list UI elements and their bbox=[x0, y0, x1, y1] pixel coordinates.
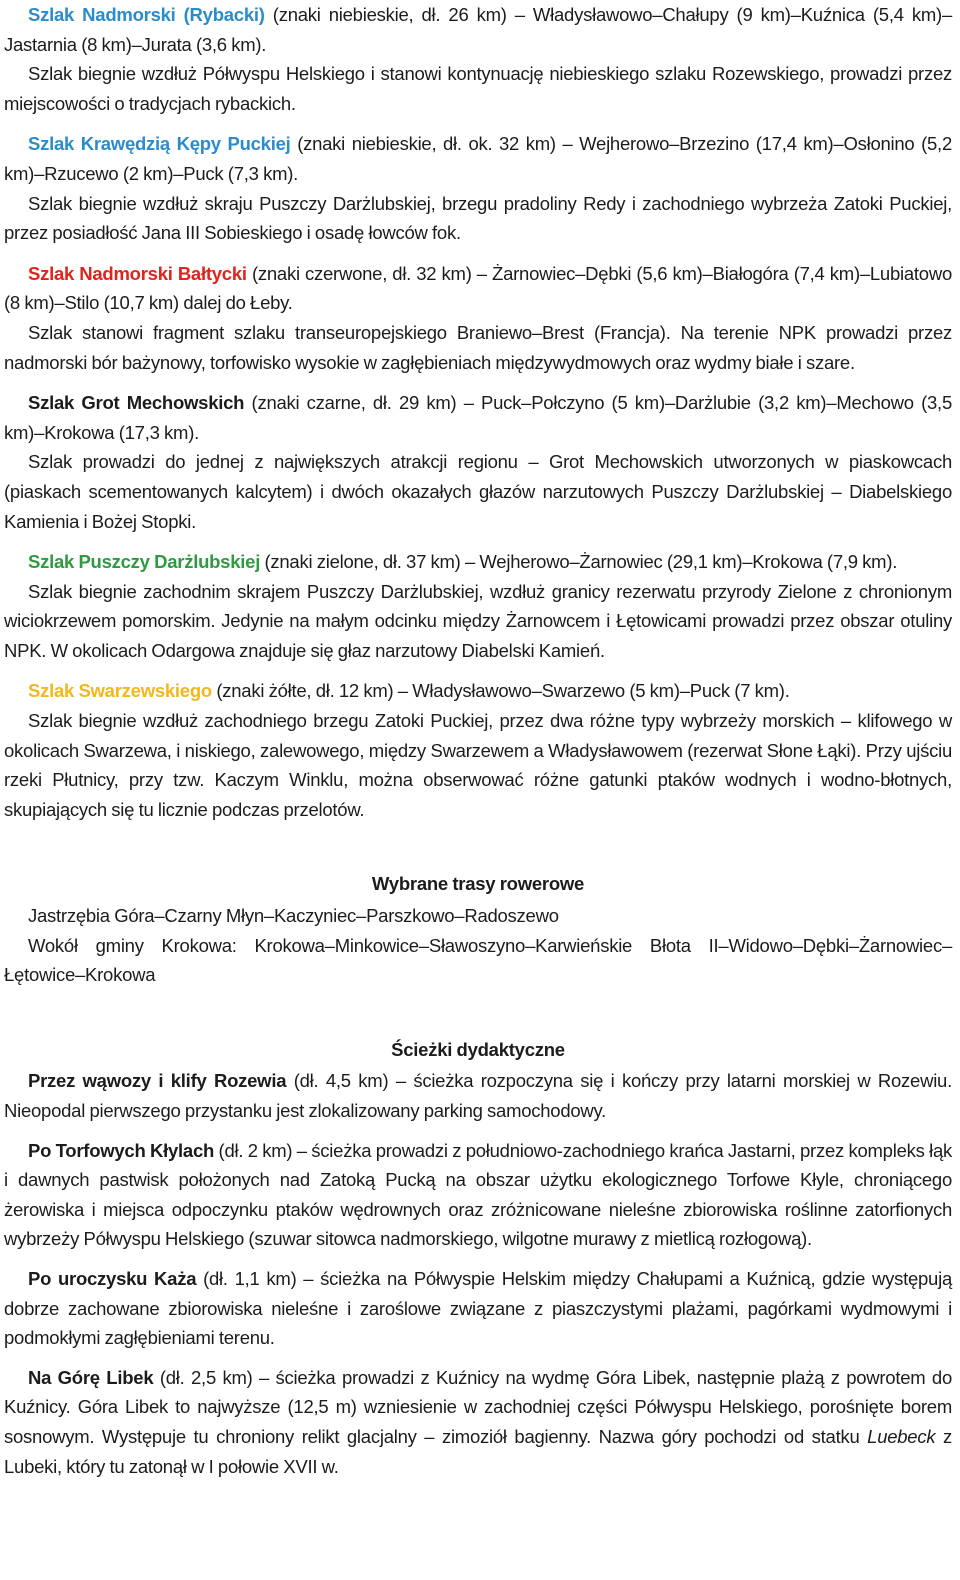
educational-path-entry bbox=[4, 1363, 952, 1481]
educational-path-description-end: z Lubeki, który tu zatonął w I połowie XVII w. bbox=[4, 1425, 953, 1477]
bike-routes-list bbox=[4, 901, 952, 990]
trail-details: (znaki zielone, dł. 37 km) – Wejherowo–Żarnowiec (29,1 km)–Krokowa (7,9 km). bbox=[260, 551, 898, 573]
educational-path-name: Przez wąwozy i klify Rozewia bbox=[28, 1070, 287, 1092]
educational-path-description: (dł. 1,1 km) – ścieżka na Półwyspie Helskim między Chałupami a Kuźnicą, gdzie występują dobrze zachowane zbiorowiska nieleśne i zaroślowe związane z piaszczystymi plażami, pagórkami wydmowymi i podmokłymi zagłębieniami terenu. bbox=[4, 1267, 952, 1349]
trail-description: Szlak stanowi fragment szlaku transeuropejskiego Braniewo–Brest (Francja). Na terenie NPK prowadzi przez nadmorski bór bażynowy, torfowisko wysokie w zagłębieniach międzywydmowych oraz wydmy białe i szare. bbox=[4, 321, 952, 373]
trail-entry bbox=[4, 676, 952, 824]
educational-path-description: (dł. 2 km) – ścieżka prowadzi z południowo-zachodniego krańca Jastarni, przez kompleks łąk i dawnych pastwisk położonych nad Zatoką Pucką na obszar użytku ekologicznego Torfowe Kłyle, chroniącego żerowiska i miejsca odpoczynku ptaków wędrownych oraz zróżnicowane nieleśne zbiorowiska roślinne zatorfionych wybrzeży Półwyspu Helskiego (szuwar sitowca nadmorskiego, wilgotne murawy z mietlicą rozłogową). bbox=[4, 1139, 952, 1250]
trail-entry bbox=[4, 0, 952, 118]
trail-header bbox=[4, 0, 952, 59]
trail-details: (znaki żółte, dł. 12 km) – Władysławowo–Swarzewo (5 km)–Puck (7 km). bbox=[211, 680, 790, 702]
trail-header bbox=[4, 388, 952, 447]
bike-route-item: Wokół gminy Krokowa: Krokowa–Minkowice–Sławoszyno–Karwieńskie Błota II–Widowo–Dębki–Żarnowiec–Łętowice–Krokowa bbox=[4, 934, 952, 986]
trail-details: (znaki niebieskie, dł. ok. 32 km) – Wejherowo–Brzezino (17,4 km)–Osłonino (5,2 km)–Rzucewo (2 km)–Puck (7,3 km). bbox=[4, 133, 952, 184]
trail-entry bbox=[4, 547, 952, 665]
trail-header bbox=[4, 676, 952, 706]
trail-header bbox=[4, 259, 952, 318]
trail-entry bbox=[4, 388, 952, 536]
educational-path-text bbox=[4, 1363, 952, 1481]
educational-path-text bbox=[4, 1264, 952, 1353]
educational-path-description: (dł. 2,5 km) – ścieżka prowadzi z Kuźnicy na wydmę Góra Libek, następnie plażą z powrotem do Kuźnicy. Góra Libek to najwyższe (12,5 m) wzniesienie w zachodniej części Półwyspu Helskiego, porośnięte borem sosnowym. Występuje tu chroniony relikt glacjalny – zimoziół bagienny. Nazwa góry pochodzi od statku bbox=[4, 1366, 952, 1447]
educational-path-entry bbox=[4, 1136, 952, 1254]
trail-name: Szlak Nadmorski (Rybacki) bbox=[28, 4, 265, 25]
trail-header bbox=[4, 129, 952, 188]
bike-route-item: Jastrzębia Góra–Czarny Młyn–Kaczyniec–Parszkowo–Radoszewo bbox=[28, 905, 559, 927]
trail-name: Szlak Grot Mechowskich bbox=[28, 392, 245, 414]
trail-header bbox=[4, 547, 952, 577]
trail-description: Szlak biegnie wzdłuż Półwyspu Helskiego i stanowi kontynuację niebieskiego szlaku Rozewskiego, prowadzi przez miejscowości o tradycjach rybackich. bbox=[4, 63, 952, 114]
trail-description: Szlak biegnie wzdłuż skraju Puszczy Darżlubskiej, brzegu pradoliny Redy i zachodniego wybrzeża Zatoki Puckiej, przez posiadłość Jana III Sobieskiego i osadę łowców fok. bbox=[4, 192, 952, 244]
educational-path-name: Po Torfowych Kłylach bbox=[28, 1139, 215, 1161]
educational-path-name: Na Górę Libek bbox=[28, 1366, 154, 1388]
trail-name: Szlak Puszczy Darżlubskiej bbox=[28, 551, 261, 573]
trail-details: (znaki czerwone, dł. 32 km) – Żarnowiec–Dębki (5,6 km)–Białogóra (7,4 km)–Lubiatowo (8 km)–Stilo (10,7 km) dalej do Łeby. bbox=[4, 262, 952, 314]
trail-description: Szlak biegnie wzdłuż zachodniego brzegu Zatoki Puckiej, przez dwa różne typy wybrzeży morskich – klifowego w okolicach Swarzewa, i niskiego, zalewowego, między Swarzewem a Władysławowem (rezerwat Słone Łąki). Przy ujściu rzeki Płutnicy, przy tzw. Kaczym Winklu, można obserwować różne gatunki ptaków wodnych i wodno-błotnych, skupiających się tu licznie podczas przelotów. bbox=[4, 710, 952, 820]
trail-details: (znaki czarne, dł. 29 km) – Puck–Połczyno (5 km)–Darżlubie (3,2 km)–Mechowo (3,5 km)–Krokowa (17,3 km). bbox=[4, 392, 952, 443]
trail-details: (znaki niebieskie, dł. 26 km) – Władysławowo–Chałupy (9 km)–Kuźnica (5,4 km)–Jastarnia (8 km)–Jurata (3,6 km). bbox=[4, 4, 952, 55]
trail-name: Szlak Krawędzią Kępy Puckiej bbox=[28, 133, 291, 155]
trail-description: Szlak prowadzi do jednej z największych atrakcji regionu – Grot Mechowskich utworzonych w piaskowcach (piaskach scementowanych kalcytem) i dwóch okazałych głazów narzutowych Puszczy Darżlubskiej – Diabelskiego Kamienia i Bożej Stopki. bbox=[4, 451, 952, 532]
trail-entry bbox=[4, 259, 952, 377]
educational-path-text bbox=[4, 1136, 952, 1254]
trail-name: Szlak Nadmorski Bałtycki bbox=[28, 262, 247, 284]
bike-routes-heading: Wybrane trasy rowerowe bbox=[371, 873, 585, 895]
educational-path-description: (dł. 4,5 km) – ścieżka rozpoczyna się i kończy przy latarni morskiej w Rozewiu. Nieopodal pierwszego przystanku jest zlokalizowany parking samochodowy. bbox=[4, 1070, 952, 1121]
ship-name: Luebeck bbox=[867, 1425, 936, 1447]
educational-path-text bbox=[4, 1066, 952, 1125]
educational-path-entry bbox=[4, 1066, 952, 1125]
educational-paths-heading: Ścieżki dydaktyczne bbox=[391, 1038, 565, 1060]
trail-name: Szlak Swarzewskiego bbox=[28, 680, 212, 702]
educational-path-entry bbox=[4, 1264, 952, 1353]
trail-entry bbox=[4, 129, 952, 247]
educational-path-name: Po uroczysku Każa bbox=[28, 1267, 197, 1289]
trail-description: Szlak biegnie zachodnim skrajem Puszczy Darżlubskiej, wzdłuż granicy rezerwatu przyrody Zielone z chronionym wiciokrzewem pomorskim. Jedynie na małym odcinku między Żarnowcem i Łętowicami prowadzi przez obszar otuliny NPK. W okolicach Odargowa znajduje się głaz narzutowy Diabelski Kamień. bbox=[4, 580, 952, 661]
